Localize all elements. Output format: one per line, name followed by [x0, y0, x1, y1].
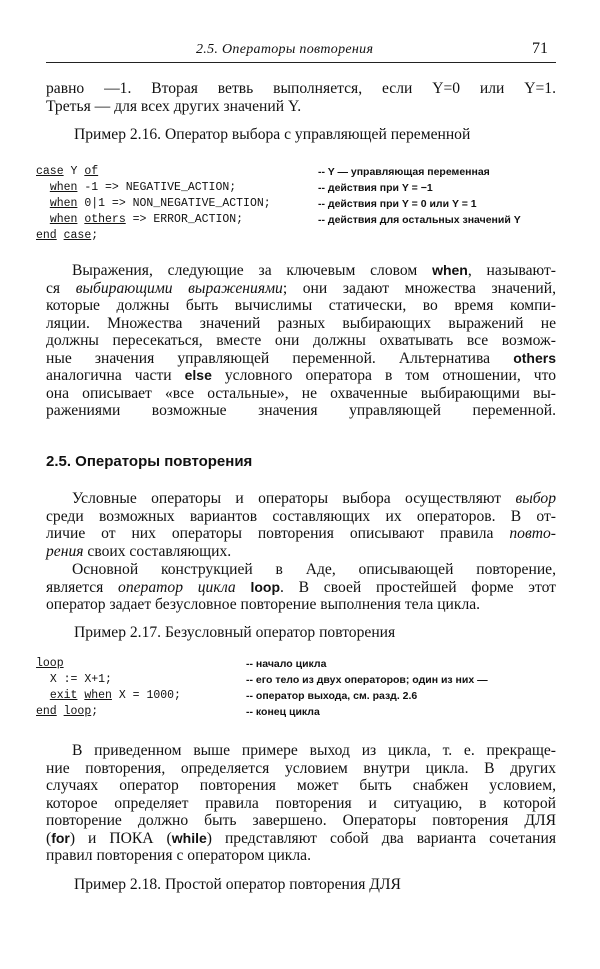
- text-line: В приведенном выше примере выход из цикла, т. е. прекраще-: [72, 742, 556, 759]
- text-line: рения своих составляющих.: [46, 542, 232, 560]
- text-line: ся выбирающими выражениями; они задают множества значений,: [46, 279, 556, 297]
- text-line: ражениями возможные значения управляющей переменной.: [46, 402, 556, 419]
- running-header: [46, 38, 556, 63]
- paragraph-1: [46, 80, 556, 115]
- text-line: Основной конструкцией в Аде, описывающей повторение,: [72, 561, 556, 578]
- example-2-16-caption: Пример 2.16. Оператор выбора с управляющей переменной: [74, 126, 471, 143]
- text-line: случаях оператор повторения может быть снабжен условием,: [46, 777, 556, 794]
- text-line: среди возможных вариантов составляющих их операторов. В от-: [46, 507, 556, 525]
- code-comment: -- начало цикла: [246, 658, 327, 670]
- text-line: равно —1. Вторая ветвь выполняется, если Y=0 или Y=1.: [46, 80, 556, 97]
- text-line: должны пересекаться, вместе они должны охватывать все возмож-: [46, 332, 556, 349]
- paragraph-4: [46, 561, 556, 614]
- text-line: является оператор цикла loop. В своей простейшей форме этот: [46, 578, 556, 596]
- code-line: end loop;: [36, 705, 99, 718]
- text-line: личие от них операторы повторения описывают правила повто-: [46, 525, 556, 542]
- code-comment: -- действия для остальных значений Y: [318, 214, 521, 226]
- example-2-17-caption: Пример 2.17. Безусловный оператор повторения: [74, 624, 396, 641]
- code-line: when others => ERROR_ACTION;: [49, 213, 244, 226]
- text-line: Условные операторы и операторы выбора осуществляют выбор: [72, 490, 556, 507]
- code-line: loop: [36, 657, 64, 670]
- code-comment: -- действия при Y = 0 или Y = 1: [318, 198, 477, 210]
- text-line: ные значения управляющей переменной. Альтернатива others: [46, 349, 556, 367]
- example-2-18-caption: Пример 2.18. Простой оператор повторения ДЛЯ: [74, 876, 401, 893]
- text-line: повторение должно быть завершено. Операторы повторения ДЛЯ: [46, 812, 556, 829]
- text-line: (for) и ПОКА (while) представляют собой два варианта сочетания: [46, 829, 556, 847]
- paragraph-3: [46, 490, 556, 560]
- section-heading: 2.5. Операторы повторения: [46, 453, 253, 470]
- text-line: которое определяет правила повторения и ситуацию, в которой: [46, 794, 556, 812]
- text-line: ние повторения, определяется условием внутри цикла. В других: [46, 759, 556, 777]
- code-line: when -1 => NEGATIVE_ACTION;: [49, 181, 237, 194]
- text-line: оператор задает безусловное повторение выполнения тела цикла.: [46, 596, 481, 613]
- text-line: Третья — для всех других значений Y.: [46, 97, 302, 115]
- code-line: case Y of: [36, 165, 99, 178]
- text-line: которые должны быть вычислимы статически, во время компи-: [46, 297, 556, 314]
- code-comment: -- конец цикла: [246, 706, 320, 718]
- code-comment: -- действия при Y = −1: [318, 182, 433, 194]
- paragraph-2: [46, 262, 556, 420]
- text-line: Выражения, следующие за ключевым словом when, называют-: [72, 262, 556, 279]
- text-line: ляции. Множества значений разных выбирающих выражений не: [46, 314, 556, 332]
- running-title: 2.5. Операторы повторения: [196, 42, 374, 57]
- code-line: exit when X = 1000;: [49, 689, 181, 702]
- text-line: аналогична части else условного оператора в том отношении, что: [46, 367, 556, 384]
- code-comment: -- его тело из двух операторов; один из них —: [246, 674, 488, 686]
- page-number: 71: [532, 40, 548, 57]
- code-line: end case;: [36, 229, 99, 242]
- code-comment: -- Y — управляющая переменная: [318, 166, 490, 178]
- text-line: она описывает «все остальные», не охваченные выбирающими вы-: [46, 384, 556, 402]
- code-line: X := X+1;: [49, 673, 112, 686]
- code-line: when 0|1 => NON_NEGATIVE_ACTION;: [49, 197, 271, 210]
- code-comment: -- оператор выхода, см. разд. 2.6: [246, 690, 418, 702]
- text-line: правил повторения с оператором цикла.: [46, 847, 311, 864]
- paragraph-5: [46, 742, 556, 865]
